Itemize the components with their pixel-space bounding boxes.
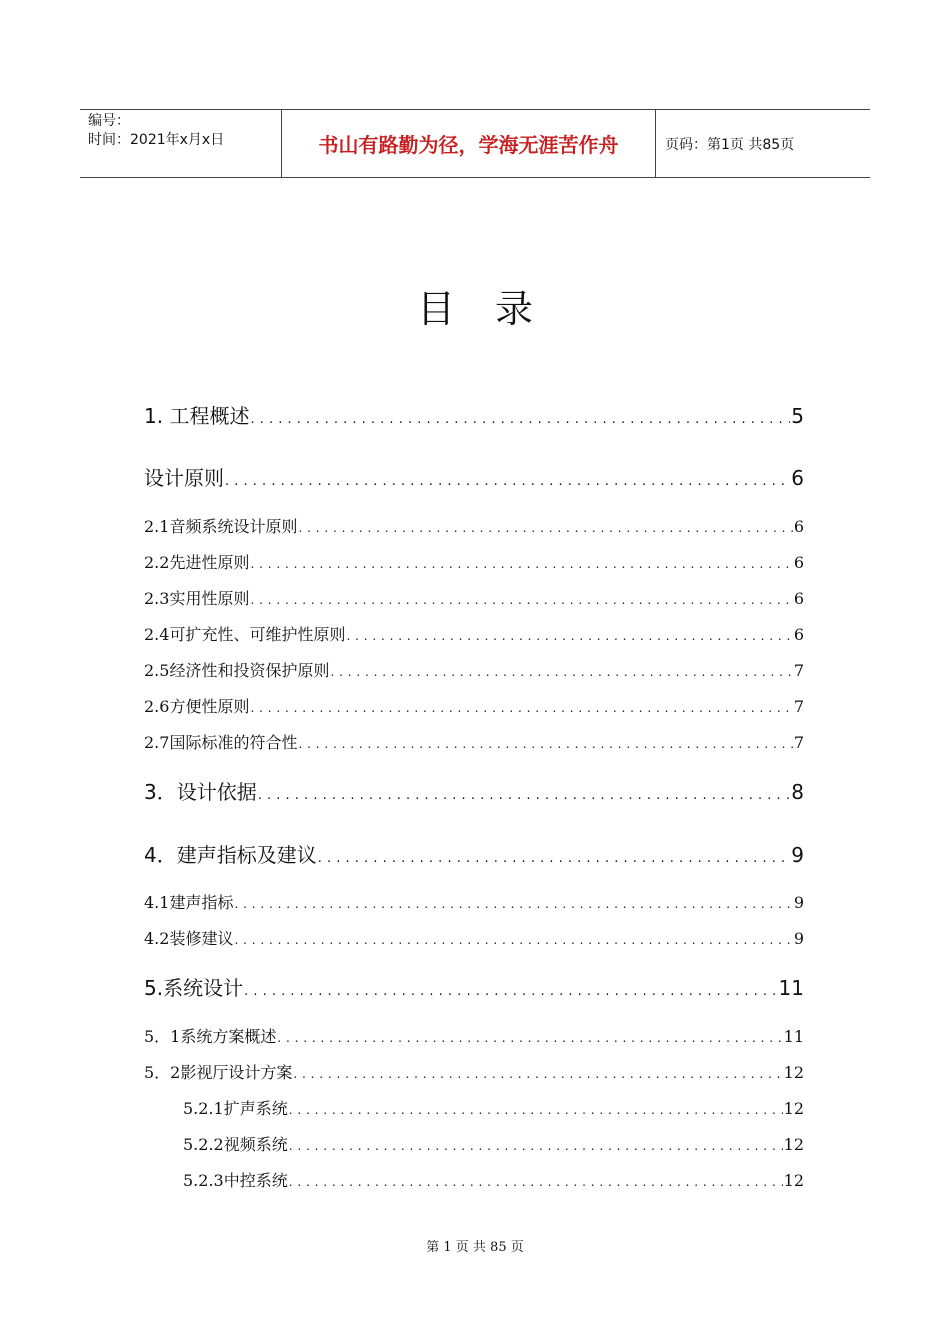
toc-entry (144, 514, 804, 536)
toc-entry-page: 8 (791, 780, 804, 804)
toc-entry-page: 11 (778, 976, 804, 1000)
toc-entry (144, 839, 804, 867)
toc-entry (144, 694, 804, 716)
toc-leader-dots (298, 517, 792, 536)
toc-entry-page: 5 (791, 404, 804, 428)
toc-leader-dots (234, 893, 792, 912)
toc-entry (144, 926, 804, 948)
toc-entry-page: 9 (793, 929, 804, 948)
toc-entry (144, 776, 804, 804)
toc-entry-title: 5．1系统方案概述 (144, 1027, 277, 1046)
toc-entry (144, 622, 804, 644)
toc-entry (144, 550, 804, 572)
toc-entry-page: 6 (793, 625, 804, 644)
toc-leader-dots (293, 1063, 782, 1082)
toc-entry (144, 658, 804, 680)
toc-leader-dots (244, 976, 777, 1000)
header-page-info: 页码：第1页 共85页 (665, 136, 795, 153)
toc-entry-page: 12 (783, 1063, 804, 1082)
toc-leader-dots (250, 553, 792, 572)
toc-entry-page: 12 (783, 1171, 804, 1190)
toc-entry-page: 6 (793, 553, 804, 572)
toc-leader-dots (277, 1027, 782, 1046)
toc-leader-dots (289, 1135, 783, 1154)
toc-entry (144, 1024, 804, 1046)
toc-entry-title: 5.2.2视频系统 (183, 1135, 288, 1154)
toc-entry-title: 3．设计依据 (144, 780, 257, 804)
motto: 书山有路勤为径，学海无涯苦作舟 (318, 133, 619, 157)
toc-entry (183, 1132, 804, 1154)
toc-entry-title: 5.系统设计 (144, 976, 244, 1000)
toc-leader-dots (289, 1171, 783, 1190)
toc-entry-title: 4.2装修建议 (144, 929, 234, 948)
toc-entry-title: 2.2先进性原则 (144, 553, 250, 572)
toc-leader-dots (330, 661, 792, 680)
toc-leader-dots (258, 780, 791, 804)
page-footer: 第 1 页 共 85 页 (426, 1240, 524, 1255)
toc-entry-page: 6 (793, 589, 804, 608)
toc-entry-page: 11 (783, 1027, 804, 1046)
time-label: 时间：2021年x月x日 (88, 132, 225, 148)
toc-entry (183, 1096, 804, 1118)
toc-entry-page: 9 (791, 843, 804, 867)
header-motto-cell (281, 110, 656, 177)
toc-entry-title: 4．建声指标及建议 (144, 843, 317, 867)
header-meta (80, 110, 280, 177)
toc-entry-page: 12 (783, 1099, 804, 1118)
toc-entry-title: 设计原则 (144, 466, 224, 490)
toc-leader-dots (289, 1099, 783, 1118)
toc-leader-dots (250, 589, 792, 608)
toc-entry-page: 6 (793, 517, 804, 536)
toc-leader-dots (346, 625, 792, 644)
toc-entry (144, 730, 804, 752)
toc-entry (144, 890, 804, 912)
toc-title: 目录 (416, 287, 573, 331)
toc-entry-page: 9 (793, 893, 804, 912)
toc-leader-dots (225, 466, 790, 490)
page-header (80, 109, 870, 178)
toc-entry (183, 1168, 804, 1190)
toc-entry-title: 2.1音频系统设计原则 (144, 517, 298, 536)
toc-entry (144, 586, 804, 608)
toc-entry-title: 2.7国际标准的符合性 (144, 733, 298, 752)
toc-entry (144, 400, 804, 428)
toc-leader-dots (250, 404, 790, 428)
toc-entry-title: 2.3实用性原则 (144, 589, 250, 608)
toc-entry-page: 7 (793, 661, 804, 680)
toc-entry-page: 12 (783, 1135, 804, 1154)
toc-entry-title: 5．2影视厅设计方案 (144, 1063, 293, 1082)
toc-entry-title: 2.6方便性原则 (144, 697, 250, 716)
number-label: 编号： (88, 113, 130, 129)
toc-leader-dots (234, 929, 792, 948)
header-page-cell (655, 110, 870, 177)
toc-entry (144, 1060, 804, 1082)
toc-entry-title: 2.4可扩充性、可维护性原则 (144, 625, 346, 644)
toc-entry-title: 5.2.3中控系统 (183, 1171, 288, 1190)
toc-entry-page: 7 (793, 733, 804, 752)
toc-entry-page: 6 (791, 466, 804, 490)
toc-entry-title: 1. 工程概述 (144, 404, 250, 428)
toc-leader-dots (250, 697, 792, 716)
toc-leader-dots (318, 843, 791, 867)
toc-entry-title: 4.1建声指标 (144, 893, 234, 912)
toc-entry-page: 7 (793, 697, 804, 716)
toc-entry-title: 5.2.1扩声系统 (183, 1099, 288, 1118)
toc-entry (144, 462, 804, 490)
toc-entry-title: 2.5经济性和投资保护原则 (144, 661, 330, 680)
toc-entry (144, 972, 804, 1000)
toc-leader-dots (298, 733, 792, 752)
